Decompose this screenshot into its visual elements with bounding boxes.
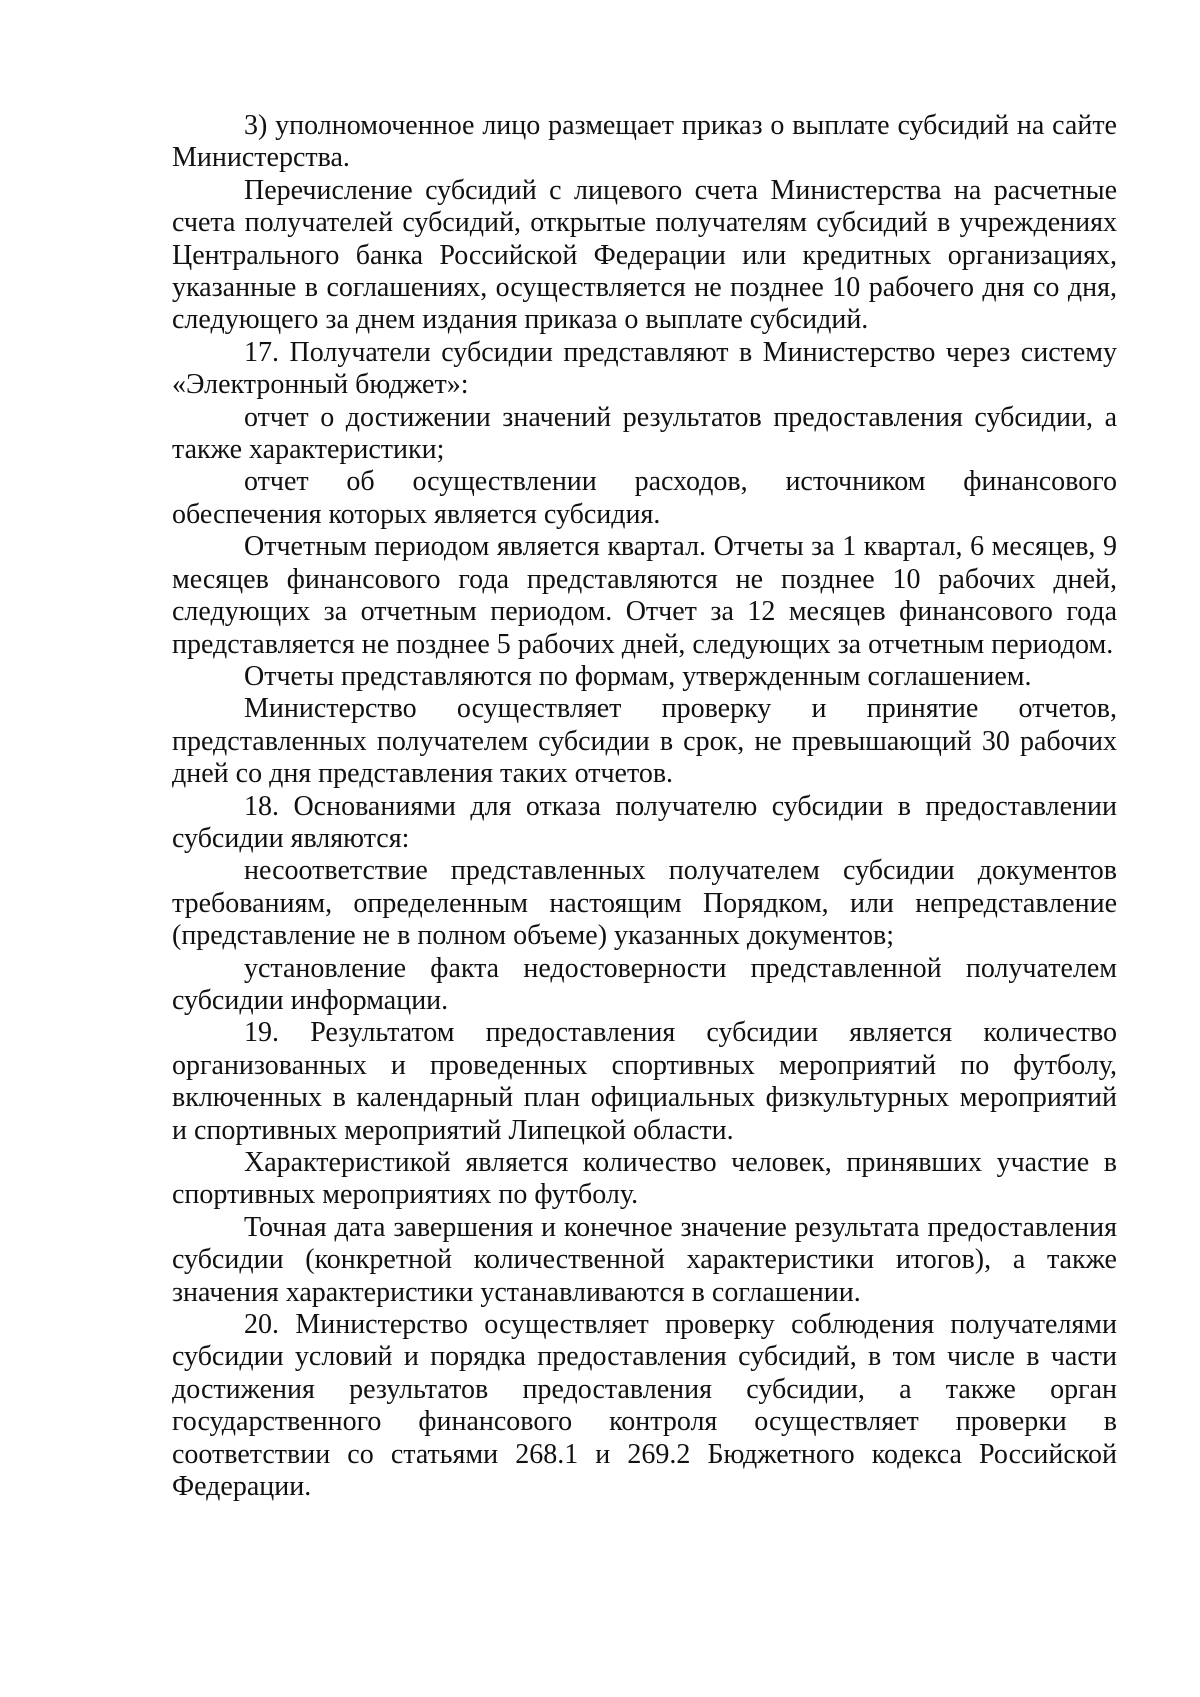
paragraph-14: Точная дата завершения и конечное значение результата предоставления субсидии (конкретной количественной характеристики итогов), а также значения характеристики устанавливаются в соглашении. (172, 1211, 1117, 1308)
paragraph-7: Отчеты представляются по формам, утвержденным соглашением. (244, 660, 1032, 692)
paragraph-12: 19. Результатом предоставления субсидии является количество организованных и проведенных спортивных мероприятий по футболу, включенных в календарный план официальных физкультурных мероприятий и спортивных мероприятий Липецкой области. (172, 1017, 1117, 1146)
paragraph-4: отчет о достижении значений результатов предоставления субсидии, а также характеристики; (172, 401, 1117, 466)
paragraph-6: Отчетным периодом является квартал. Отчеты за 1 квартал, 6 месяцев, 9 месяцев финансового года представляются не позднее 10 рабочих дней, следующих за отчетным периодом. Отчет за 12 месяцев финансового года представляется не позднее 5 рабочих дней, следующих за отчетным периодом. (172, 531, 1117, 660)
paragraph-11: установление факта недостоверности представленной получателем субсидии информации. (172, 952, 1117, 1016)
paragraph-3: 17. Получатели субсидии представляют в Министерство через систему «Электронный бюджет»: (172, 336, 1117, 401)
paragraph-10: несоответствие представленных получателем субсидии документов требованиям, определенным настоящим Порядком, или непредставление (представление не в полном объеме) указанных документов; (172, 855, 1117, 952)
paragraph-5: отчет об осуществлении расходов, источником финансового обеспечения которых является субсидия. (172, 466, 1117, 530)
paragraph-1: 3) уполномоченное лицо размещает приказ о выплате субсидий на сайте Министерства. (172, 110, 1117, 174)
paragraph-13: Характеристикой является количество человек, принявших участие в спортивных мероприятиях по футболу. (172, 1147, 1117, 1211)
paragraph-8: Министерство осуществляет проверку и принятие отчетов, представленных получателем субсидии в срок, не превышающий 30 рабочих дней со дня представления таких отчетов. (172, 693, 1117, 790)
document-page (172, 110, 1117, 1503)
paragraph-9: 18. Основаниями для отказа получателю субсидии в предоставлении субсидии являются: (172, 790, 1117, 854)
paragraph-2: Перечисление субсидий с лицевого счета Министерства на расчетные счета получателей субсидий, открытые получателям субсидий в учреждениях Центрального банка Российской Федерации или кредитных организациях, указанные в соглашениях, осуществляется не позднее 10 рабочего дня со дня, следующего за днем издания приказа о выплате субсидий. (172, 174, 1117, 336)
paragraph-15: 20. Министерство осуществляет проверку соблюдения получателями субсидии условий и порядка предоставления субсидий, в том числе в части достижения результатов предоставления субсидии, а также орган государственного финансового контроля осуществляет проверки в соответствии со статьями 268.1 и 269.2 Бюджетного кодекса Российской Федерации. (172, 1309, 1117, 1503)
